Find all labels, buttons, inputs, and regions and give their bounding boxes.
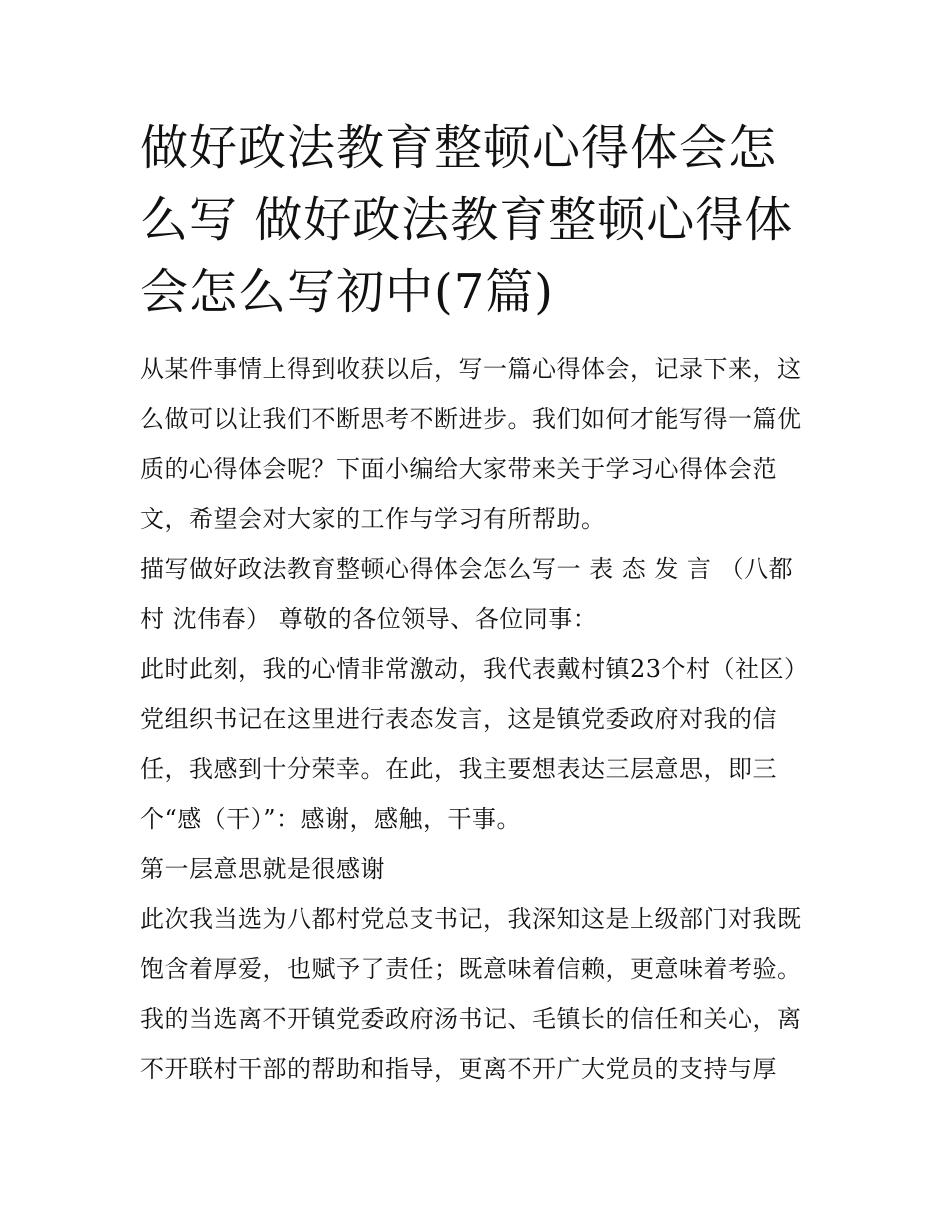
body-paragraph: 此时此刻，我的心情非常激动，我代表戴村镇23个村（社区）党组织书记在这里进行表态发言，这是镇党委政府对我的信任，我感到十分荣幸。在此，我主要想表达三层意思，即三个“感（干）”：感谢，感触，干事。 [140,655,809,833]
document-page [140,112,816,1094]
section-heading: 第一层意思就是很感谢 [140,855,385,883]
speech-heading-paragraph: 描写做好政法教育整顿心得体会怎么写一 表 态 发 言 （八都村 沈伟春） 尊敬的各位领导、各位同事： [140,555,794,633]
body-paragraph: 此次我当选为八都村党总支书记，我深知这是上级部门对我既饱含着厚爱，也赋予了责任；既意味着信赖，更意味着考验。我的当选离不开镇党委政府汤书记、毛镇长的信任和关心，离不开联村干部的帮助和指导，更离不开广大党员的支持与厚 [140,905,802,1083]
intro-paragraph: 从某件事情上得到收获以后，写一篇心得体会，记录下来，这么做可以让我们不断思考不断进步。我们如何才能写得一篇优质的心得体会呢？下面小编给大家带来关于学习心得体会范文，希望会对大家的工作与学习有所帮助。 [140,355,802,533]
document-title: 做好政法教育整顿心得体会怎么写 做好政法教育整顿心得体会怎么写初中(7篇) [140,120,794,320]
